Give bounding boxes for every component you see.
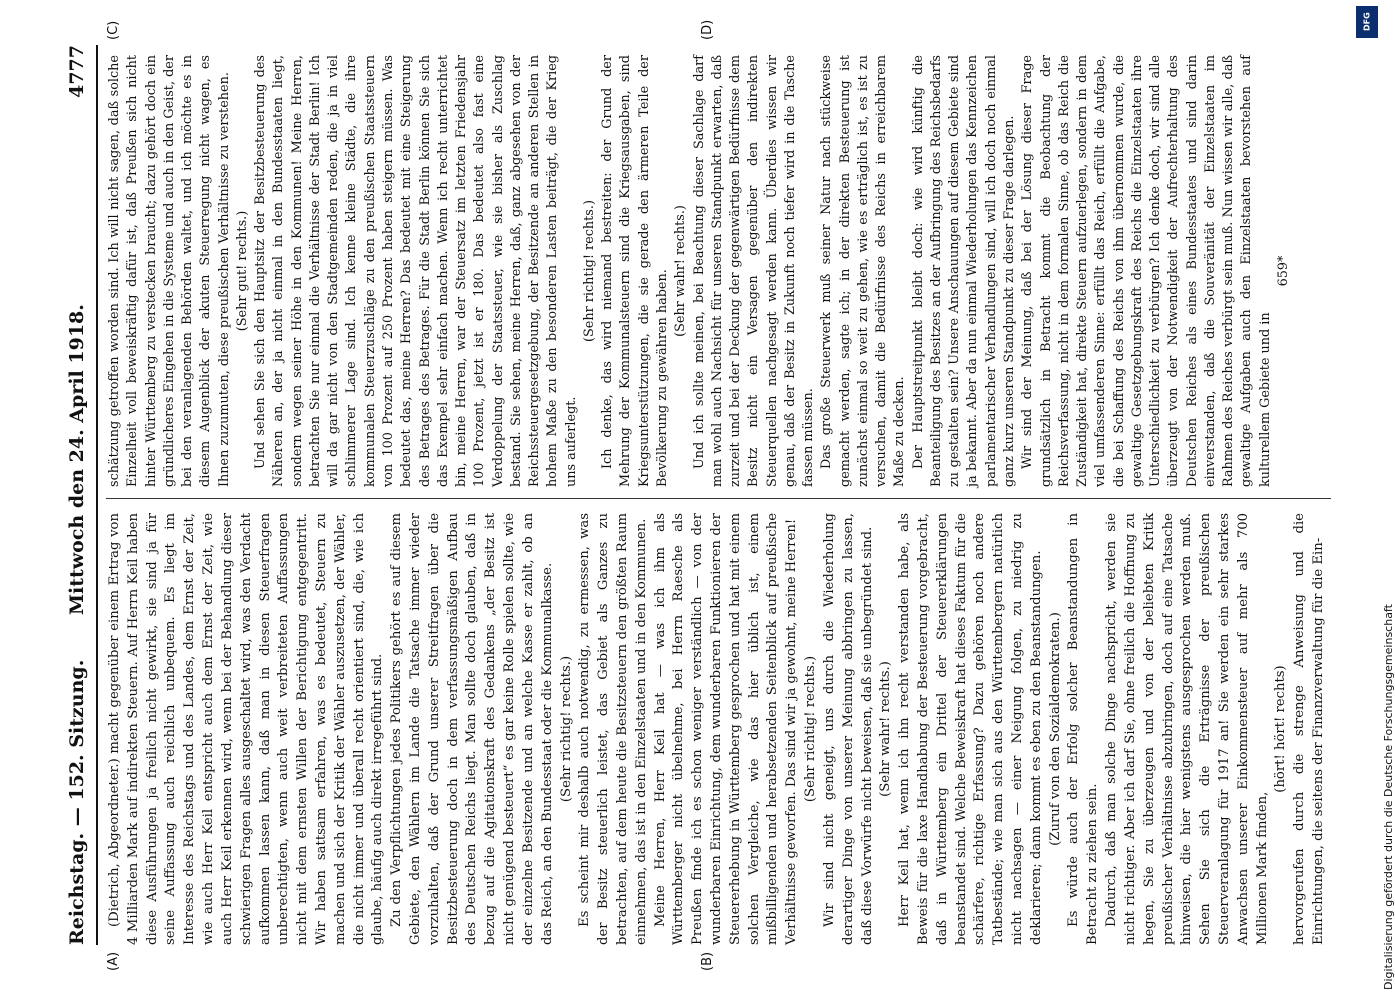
header-page-number: 4777 — [66, 45, 88, 98]
paragraph: Zu den Verpflichtungen jedes Politikers gehört es auf diesem Gebiete, den Wählern im Lande die Tatsache immer wieder vorzuhalten, daß der Grund unserer Streitfragen über die Besitzbesteuerung doch in dem verfassungsmäßigen Aufbau des Deutschen Reichs liegt. Man sollte doch glauben, daß in bezug auf die Agitationskraft des Gedankens „der Besitz ist nicht genügend besteuert“ es gar keine Rolle spielen sollte, wie der einzelne Besitzende und an welche Kasse er zahlt, ob an das Reich, an den Bundesstaat oder die Kommunalkasse. — [389, 513, 555, 945]
paragraph: Der Hauptstreitpunkt bleibt doch: wie wird künftig die Beanteiligung des Besitzes an der Aufbringung des Reichsbedarfs zu gestalten sein? Unsere Anschauungen auf diesem Gebiete sind ja bekannt. Aber da nun einmal Wiederholungen das Kennzeichen parlamentarischer Verhandlungen sind, will ich doch noch einmal ganz kurz unseren Standpunkt zu dieser Frage darlegen. — [910, 55, 1018, 487]
paragraph: Und ich sollte meinen, bei Beachtung dieser Sachlage darf man wohl auch Nachsicht für unseren Standpunkt erwarten, daß zurzeit und bei der Deckung der gegenwärtigen Bedürfnisse dem Besitz nicht ein Versagen gegenüber den indirekten Steuerquellen nachgesagt werden kann. Überdies wissen wir genau, daß der Besitz in Zukunft noch tiefer wird in die Tasche fassen müssen. — [691, 55, 817, 487]
paragraph: Es scheint mir deshalb auch notwendig, zu ermessen, was der Besitz steuerlich leistet, das Gebiet als Ganzes zu betrachten, auf dem heute die Besitzsteuern den größten Raum einnehmen, das ist in den Einzelstaaten und in den Kommunen. — [577, 513, 649, 945]
paragraph: schätzung getroffen worden sind. Ich will nicht sagen, daß solche Einzelheit voll beweiskräftig dafür ist, daß Preußen sich nicht hinter Württemberg zu verstecken braucht; dazu gehört doch ein gründlicheres Eingehen in die Systeme und auch in den Geist, der bei den veranlagenden Behörden waltet, und ich möchte es in diesem Augenblick der akuten Steuerregung nicht wagen, es Ihnen zuzumuten, diese preußischen Verhältnisse zu verstehen. — [107, 55, 232, 487]
interjection: (Sehr richtig! rechts.) — [558, 655, 574, 803]
paragraph: Und sehen Sie sich den Hauptsitz der Besitzbesteuerung des Näheren an, der ja nicht einmal in den Bundesstaaten liegt, sondern wegen seiner Höhe in den Kommunen! Meine Herren, betrachten Sie nur einmal die Verhältnisse der Stadt Berlin! Ich will da gar nicht von den Stadtgemeinden reden, die ja in viel schlimmerer Lage sind. Ich kenne kleine Städte, die ihre kommunalen Steuerzuschläge zu den preußischen Staatssteuern von 100 Prozent auf 250 Prozent haben steigern müssen. Was bedeutet das, meine Herren? Das bedeutet mit eine Steigerung des Betrages des Betrages. Für die Stadt Berlin können Sie sich das Exempel sehr einfach machen. Wenn ich recht unterrichtet bin, meine Herren, war der Steuersatz im letzten Friedensjahr 100 Prozent, jetzt ist er 180. Das bedeutet also fast eine Verdoppelung der Staatssteuer, wie sie bisher als Zuschlag bestand. Sie sehen, meine Herren, daß, ganz abgesehen von der Reichssteuergesetzgebung, der Besitzende an anderen Stellen in hohem Maße zu den besonderen Lasten beiträgt, die der Krieg uns auferlegt. — [253, 55, 579, 487]
paragraph: Es würde auch der Erfolg solcher Beanstandungen in Betracht zu ziehen sein. — [1066, 513, 1101, 945]
paragraph: Dadurch, daß man solche Dinge nachspricht, werden sie nicht richtiger. Aber ich darf Sie, ohne freilich die Hoffnung zu hegen, Sie zu überzeugen und von der beliebten Kritik preußischer Verhältnisse abzubringen, doch auf eine Tatsache hinweisen, die hier wenigstens ausgesprochen werden muß. Sehen Sie sich die Erträgnisse der preußischen Steuerveranlagung für 1917 an! Sie werden ein sehr starkes Anwachsen unserer Einkommensteuer auf mehr als 700 Millionen Mark finden, — [1104, 513, 1270, 945]
interjection: (Sehr gut! rechts.) — [234, 210, 250, 332]
header-left: Reichstag. — 152. Sitzung. — [66, 659, 88, 945]
paragraph: hervorgerufen durch die strenge Anweisung und die Einrichtungen, die seitens der Finanzverwaltung für die Ein- — [1292, 513, 1326, 945]
paragraph: Das große Steuerwerk muß seiner Natur nach stückweise gemacht werden, sagte ich; in der direkten Besteuerung ist zunächst einmal so weit zu gehen, wie es erträglich ist, es ist zu versuchen, damit die Bedürfnisse des Reichs in erreichbarem Maße zu decken. — [819, 55, 908, 487]
interjection: (Zuruf von den Sozialdemokraten.) — [1047, 612, 1063, 846]
column-divider — [106, 498, 1331, 499]
margin-mark-b: (B) — [700, 951, 715, 971]
interjection: (Sehr wahr! rechts.) — [673, 205, 689, 337]
page-footer-number: 659* — [1276, 255, 1291, 287]
digitization-strip — [1352, 0, 1395, 1000]
interjection: (Sehr richtig! rechts.) — [803, 655, 819, 803]
left-text-column — [106, 513, 1329, 945]
paragraph: Wir sind nicht geneigt, uns durch die Wiederholung derartiger Dinge von unserer Meinung abbringen zu lassen, daß diese Vorwürfe nicht beweisen, daß sie unbegründet sind. — [821, 513, 875, 945]
dfg-logo: DFG — [1356, 6, 1378, 38]
paragraph: Ich denke, das wird niemand bestreiten: der Grund der Mehrung der Kommunalsteuern sind die Kriegsausgaben, sind Kriegsunterstützungen, die sie gerade den ärmeren Teile der Bevölkerung zu gewähren haben. — [600, 55, 670, 487]
interjection: (Sehr wahr! rechts.) — [878, 661, 894, 797]
paragraph: Herr Keil hat, wenn ich ihn recht verstanden habe, als Beweis für die laxe Handhabung der Besteuerung vorgebracht, daß in Württemberg ein Drittel der Steuererklärungen beanstandet sind. Welche Beweiskraft hat dieses Faktum für die schärfere, richtige Erfassung? Dazu gehören noch andere Tatbestände; wie man sich aus den Württembergern natürlich nicht nachsagen — einer Neigung folgen, zu niedrig zu deklarieren; dann kommt es eben zu den Beanstandungen. — [897, 513, 1044, 945]
interjection: (hört! hört! rechts) — [1273, 665, 1289, 793]
header-center: Mittwoch den 24. April 1918. — [66, 304, 88, 615]
right-text-column — [106, 55, 1293, 487]
margin-mark-d: (D) — [700, 19, 715, 40]
digitization-note: Digitalisierung gefördert durch die Deutsche Forschungsgemeinschaft — [1382, 604, 1395, 990]
interjection: (Sehr richtig! rechts.) — [581, 200, 597, 342]
paragraph: (Dietrich, Abgeordneter.) macht gegenüber einem Ertrag von 4 Milliarden Mark auf indirekten Steuern. Auf Herrn Keil haben diese Ausführungen ja freilich nicht gewirkt, sie sind ja für seine Auffassung auch reichlich unbequem. Es liegt im Interesse des Reichstags und des Landes, dem Ernst der Zeit, wie auch Herr Keil entspricht auch dem Ernst der Zeit, wie auch Herr Keil erkennen wird, wenn bei der Behandlung dieser schwierigen Fragen alles ausgeschaltet wird, was den Verdacht aufkommen lassen kann, daß man in diesen Steuerfragen unberechtigten, wenn auch weit verbreiteten Auffassungen nicht mit dem ernsten Willen der Berichtigung entgegentritt. Wir haben sattsam erfahren, was es bedeutet, Steuern zu machen und sich der Kritik der Wähler auszusetzen, der Wähler, die nicht immer und überall recht orientiert sind, die, wie ich glaube, häufig auch direkt irregeführt sind. — [107, 513, 386, 945]
paragraph: Meine Herren, Herr Keil hat — was ich ihm als Württemberger nicht übelnehme, bei Herrn Raesche als Preußen finde ich es schon weniger verständlich — von der wunderbaren Einrichtung, dem wunderbaren Funktionieren der Steuererhebung in Württemberg gesprochen und hat mit einem solchen Vergleiche, wie das hier üblich ist, einem mißbilligenden und herabsetzenden Seitenblick auf preußische Verhältnisse geworfen. Das sind wir ja gewohnt, meine Herren! — [652, 513, 800, 945]
rotated-page-content — [60, 19, 1343, 971]
margin-mark-c: (C) — [106, 20, 121, 40]
running-header — [66, 45, 96, 945]
margin-mark-a: (A) — [106, 951, 121, 971]
paragraph: Wir sind der Meinung, daß bei der Lösung dieser Frage grundsätzlich in Betracht kommt die Beobachtung der Reichsverfassung, nicht in dem formalen Sinne, ob das Reich die Zuständigkeit hat, direkte Steuern aufzuerlegen, sondern in dem viel umfassenderen Sinne: erfüllt das Reich, erfüllt die Aufgabe, die bei Schaffung des Reichs von ihm übernommen wurde, die gewaltige Gesetzgebungskraft des Reichs die Einzelstaaten ihre Unterschiedlichkeit zu verbürgen? Ich denke doch, wir sind alle überzeugt von der Notwendigkeit der Aufrechterhaltung des Deutschen Reiches als eines Bundesstaates und sind darin einverstanden, daß die Souveränität der Einzelstaaten im Rahmen des Reiches verbürgt sein muß. Nun wissen wir alle, daß gewaltige Aufgaben auch den Einzelstaaten bevorstehen auf kulturellem Gebiete und in — [1020, 55, 1273, 487]
header-rule — [96, 45, 98, 945]
